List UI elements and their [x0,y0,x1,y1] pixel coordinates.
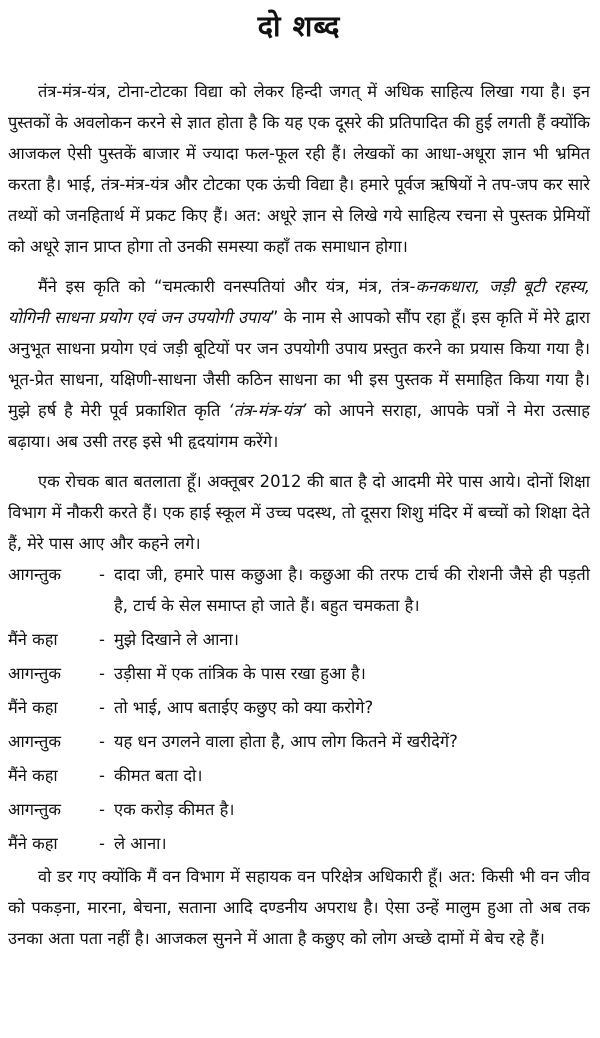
dialogue-text: तो भाई, आप बताईए कछुए को क्या करोगे? [114,698,374,717]
dialogue-dash: - [99,766,105,785]
previous-book-title-italic: ‘तंत्र-मंत्र-यंत्र’ [228,401,307,420]
dialogue-speaker: आगन्तुक [8,664,61,683]
dialogue-line [8,794,590,825]
dialogue-text: एक करोड़ कीमत है। [114,800,235,819]
paragraph-text: मैंने इस कृति को “चमत्कारी वनस्पतियां और यंत्र, मंत्र, तंत्र- [38,277,416,296]
dialogue-line [8,726,590,757]
page-title: दो शब्द [257,9,341,43]
dialogue-line [8,624,590,655]
paragraph-text: एक रोचक बात बतलाता हूँ। अक्तूबर 2012 की बात है दो आदमी मेरे पास आये। दोनों शिक्षा विभाग में नौकरी करते हैं। एक हाई स्कूल में उच्च पदस्थ, तो दूसरा शिशु मंदिर में बच्चों को शिक्षा देते हैं, मेरे पास आए और कहने लगे। [8,472,590,553]
paragraph-text: वो डर गए क्योंकि मैं वन विभाग में सहायक वन परिक्षेत्र अधिकारी हूँ। अत: किसी भी वन जीव को पकड़ना, मारना, बेचना, सताना आदि दण्डनीय अपराध है। ऐसा उन्हें मालुम हुआ तो अब तक उनका अता पता नहीं है। आजकल सुनने में आता है कछुए को लोग अच्छे दामों में बेच रहे हैं। [8,867,590,948]
book-title-italic: कनकधारा, जड़ी बूटी रहस्य, योगिनी साधना प्रयोग एवं जन उपयोगी उपाय [8,277,590,327]
paragraph-anecdote [8,466,590,559]
dialogue-dash: - [99,800,105,819]
dialogue-line [8,828,590,859]
dialogue-text: दादा जी, हमारे पास कछुआ है। कछुआ की तरफ टार्च की रोशनी जैसे ही पड़ती है, टार्च के सेल समाप्त हो जाते हैं। बहुत चमकता है। [114,565,590,615]
dialogue-dash: - [99,630,105,649]
dialogue-line [8,559,590,621]
paragraph-intro [8,76,590,262]
paragraph-text: को आपने सराहा, आपके पत्रों ने मेरा उत्साह बढ़ाया। अब उसी तरह इसे भी हृदयांगम करेंगे। [8,401,591,451]
dialogue-text: मुझे दिखाने ले आना। [114,630,239,649]
paragraph-text: ” के नाम से आपको सौंप रहा हूँ। इस कृति में मेरे द्वारा अनुभूत साधना प्रयोग एवं जड़ी बूटियों पर जन उपयोगी उपाय प्रस्तुत करने का प्रयास किया गया है। भूत-प्रेत साधना, यक्षिणी-साधना जैसी कठिन साधना का भी इस पुस्तक में समाहित किया गया है। मुझे हर्ष है मेरी पूर्व प्रकाशित कृति [8,308,590,420]
paragraph-about-book [8,271,590,457]
dialogue-speaker: आगन्तुक [8,800,61,819]
dialogue-text: ले आना। [114,834,167,853]
dialogue-text: कीमत बता दो। [114,766,203,785]
dialogue-dash: - [99,698,105,717]
dialogue-speaker: मैंने कहा [8,698,58,717]
dialogue-speaker: मैंने कहा [8,834,58,853]
dialogue-line [8,692,590,723]
dialogue-block [8,559,590,859]
paragraph-text: तंत्र-मंत्र-यंत्र, टोना-टोटका विद्या को लेकर हिन्दी जगत् में अधिक साहित्य लिखा गया है। इन पुस्तकों के अवलोकन करने से ज्ञात होता है कि यह एक दूसरे की प्रतिपादित की हुई लगती हैं क्योंकि आजकल ऐसी पुस्तकें बाजार में ज्यादा फल-फूल रही हैं। लेखकों का आधा-अधूरा ज्ञान भी भ्रमित करता है। भाई, तंत्र-मंत्र-यंत्र और टोटका एक ऊंची विद्या है। हमारे पूर्वज ऋषियों ने तप-जप कर सारे तथ्यों को जनहितार्थ में प्रकट किए हैं। अत: अधूरे ज्ञान से लिखे गये साहित्य रचना से पुस्तक प्रेमियों को अधूरे ज्ञान प्राप्त होगा तो उनकी समस्या कहाँ तक समाधान होगा। [8,82,590,256]
dialogue-text: यह धन उगलने वाला होता है, आप लोग कितने में खरीदेगें? [114,732,458,751]
dialogue-line [8,658,590,689]
dialogue-dash: - [99,834,105,853]
dialogue-dash: - [99,732,105,751]
dialogue-line [8,760,590,791]
dialogue-speaker: आगन्तुक [8,565,61,584]
dialogue-speaker: मैंने कहा [8,630,58,649]
dialogue-speaker: आगन्तुक [8,732,61,751]
dialogue-speaker: मैंने कहा [8,766,58,785]
paragraph-closing [8,861,590,954]
dialogue-dash: - [99,664,105,683]
dialogue-dash: - [99,565,105,584]
dialogue-text: उड़ीसा में एक तांत्रिक के पास रखा हुआ है। [114,664,366,683]
